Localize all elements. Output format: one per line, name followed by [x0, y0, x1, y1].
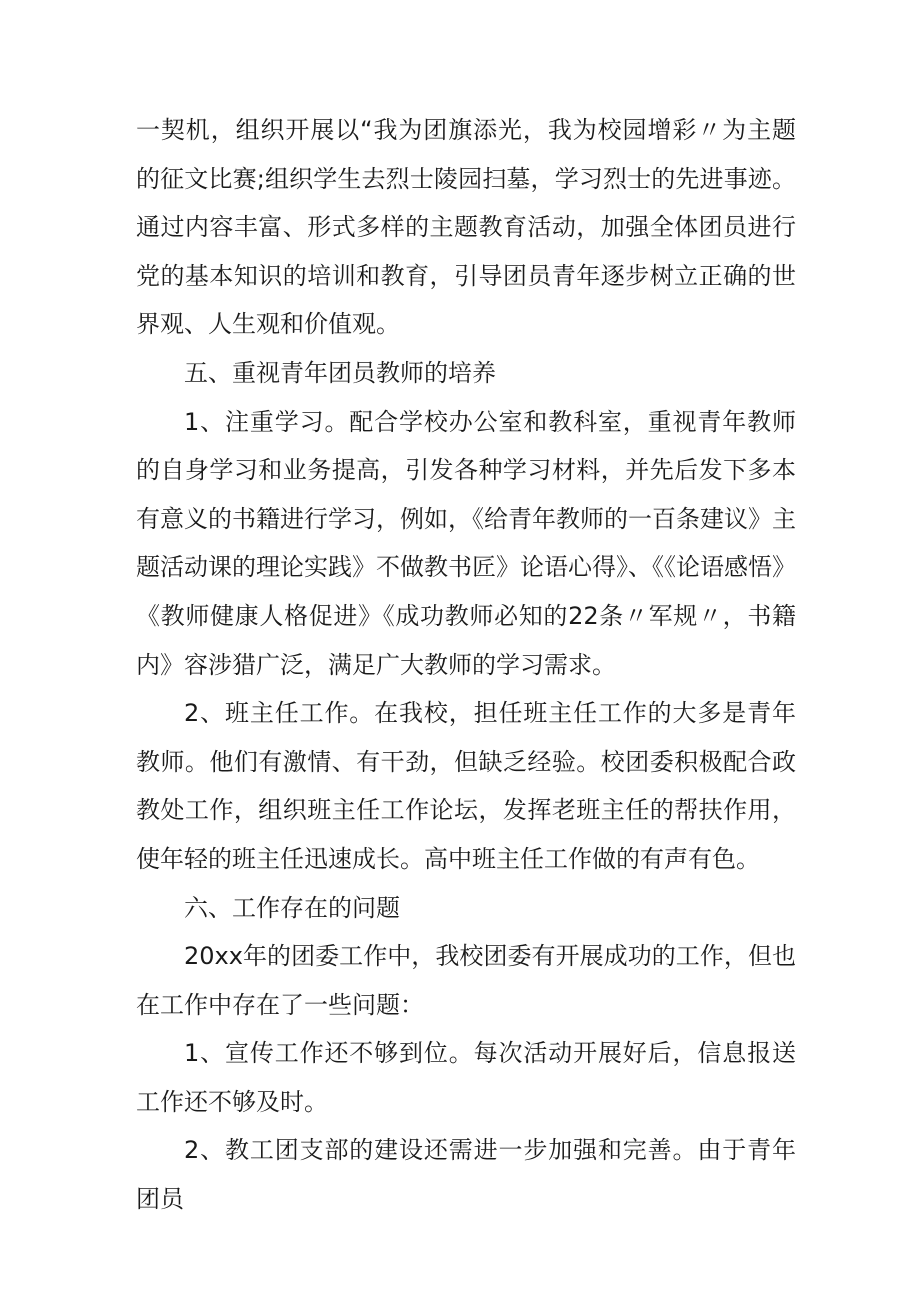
section-heading-five: 五、重视青年团员教师的培养: [184, 358, 496, 387]
paragraph-problems-intro: 20xx年的团委工作中，我校团委有开展成功的工作，但也在工作中存在了一些问题：: [136, 942, 796, 1019]
section-heading-six: 六、工作存在的问题: [184, 893, 400, 922]
paragraph-class-teacher: 2、班主任工作。在我校，担任班主任工作的大多是青年教师。他们有激情、有干劲，但缺乏经验。校团委积极配合政教处工作，组织班主任工作论坛，发挥老班主任的帮扶作用，使年轻的班主任迅速成长。高中班主任工作做的有声有色。: [136, 699, 796, 873]
paragraph-problem-two: 2、教工团支部的建设还需进一步加强和完善。由于青年团员: [136, 1136, 796, 1214]
document-body: [136, 106, 796, 1224]
paragraph-continuation: 一契机，组织开展以“我为团旗添光，我为校园增彩〃为主题的征文比赛;组织学生去烈士陵园扫墓，学习烈士的先进事迹。通过内容丰富、形式多样的主题教育活动，加强全体团员进行党的基本知识的培训和教育，引导团员青年逐步树立正确的世界观、人生观和价值观。: [136, 116, 796, 339]
paragraph-study: 1、注重学习。配合学校办公室和教科室，重视青年教师的自身学习和业务提高，引发各种学习材料，并先后发下多本有意义的书籍进行学习，例如，《给青年教师的一百条建议》主题活动课的理论实践》不做教书匠》论语心得》、《《论语感悟》《教师健康人格促进》《成功教师必知的22条〃军规〃，书籍内》容涉猎广泛，满足广大教师的学习需求。: [136, 407, 796, 679]
paragraph-problem-one: 1、宣传工作还不够到位。每次活动开展好后，信息报送工作还不够及时。: [136, 1039, 796, 1116]
